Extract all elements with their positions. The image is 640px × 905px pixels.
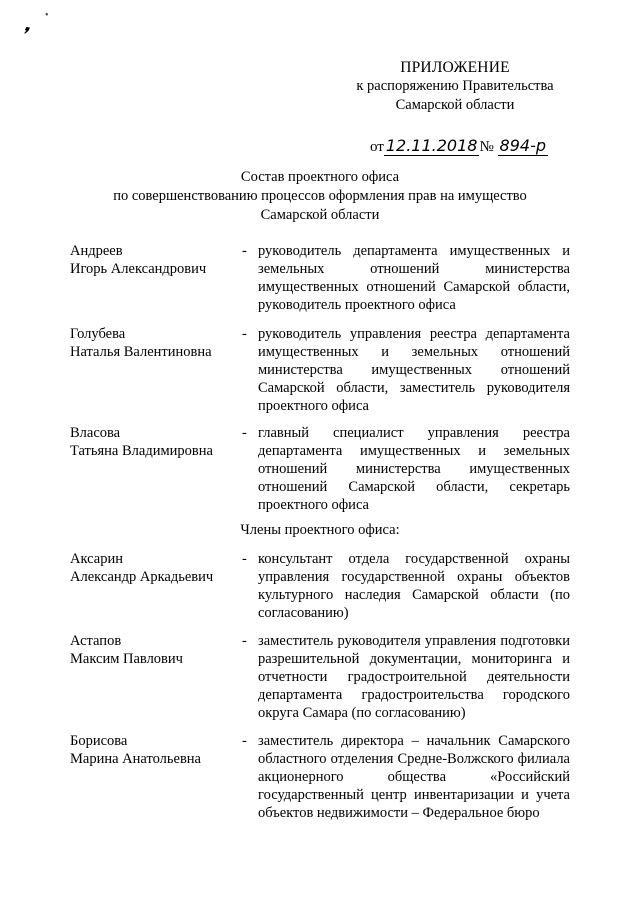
person-name — [70, 732, 240, 768]
person-name — [70, 550, 240, 586]
appendix-title: ПРИЛОЖЕНИЕ — [400, 59, 510, 76]
person-role: руководитель управления реестра департамента имущественных и земельных отношений министерства имущественных отношений Самарской области, заместитель руководителя проектного офиса — [258, 326, 570, 414]
order-from-label: от — [370, 139, 384, 155]
entry-dash: - — [242, 425, 247, 441]
document-heading — [60, 168, 580, 225]
person-surname: Борисова — [70, 733, 128, 749]
person-surname: Аксарин — [70, 551, 123, 567]
heading-line-2: по совершенствованию процессов оформления прав на имущество — [113, 188, 527, 204]
person-surname: Голубева — [70, 326, 126, 342]
person-name — [70, 632, 240, 668]
person-role: заместитель директора – начальник Самарского областного отделения Средне-Волжского филиала акционерного общества «Российский государственный центр инвентаризации и учета объектов недвижимости – Федеральное бюро — [258, 733, 570, 821]
order-date: 12.11.2018 — [385, 136, 478, 155]
entry-dash: - — [242, 633, 247, 649]
person-given-names: Марина Анатольевна — [70, 751, 201, 767]
person-given-names: Александр Аркадьевич — [70, 569, 214, 585]
person-name — [70, 424, 240, 460]
scan-quote-mark: ❜ — [17, 23, 29, 47]
entry-dash: - — [242, 326, 247, 342]
heading-line-1: Состав проектного офиса — [240, 169, 400, 185]
order-reference — [370, 136, 548, 156]
person-role: заместитель руководителя управления подготовки разрешительной документации, мониторинга и отчетности градостроительной деятельности департамента градостроительства городского округа Самара (по согласованию) — [258, 633, 570, 721]
entry-dash: - — [242, 551, 247, 567]
order-number: 894-р — [499, 136, 546, 155]
members-section-title: Члены проектного офиса: — [240, 522, 400, 538]
person-name — [70, 242, 240, 278]
entry-dash: - — [242, 243, 247, 259]
appendix-line-1: к распоряжению Правительства — [356, 78, 554, 94]
entry-dash: - — [242, 733, 247, 749]
person-surname: Власова — [70, 425, 121, 441]
person-surname: Андреев — [70, 243, 123, 259]
appendix-header — [330, 58, 580, 115]
person-role: консультант отдела государственной охраны управления государственной охраны объектов культурного наследия Самарской области (по согласованию) — [258, 551, 570, 621]
appendix-line-2: Самарской области — [395, 97, 515, 113]
person-given-names: Татьяна Владимировна — [70, 443, 213, 459]
person-given-names: Игорь Александрович — [70, 261, 207, 277]
person-role: главный специалист управления реестра департамента имущественных и земельных отношений министерства имущественных отношений Самарской области, секретарь проектного офиса — [258, 425, 570, 513]
person-given-names: Наталья Валентиновна — [70, 344, 212, 360]
person-role: руководитель департамента имущественных и земельных отношений министерства имущественных отношений Самарской области, руководитель проектного офиса — [258, 243, 570, 313]
person-name — [70, 325, 240, 361]
scan-dot-mark: • — [45, 10, 49, 21]
person-given-names: Максим Павлович — [70, 651, 183, 667]
order-number-sign: № — [479, 139, 494, 155]
heading-line-3: Самарской области — [260, 207, 380, 223]
person-surname: Астапов — [70, 633, 122, 649]
